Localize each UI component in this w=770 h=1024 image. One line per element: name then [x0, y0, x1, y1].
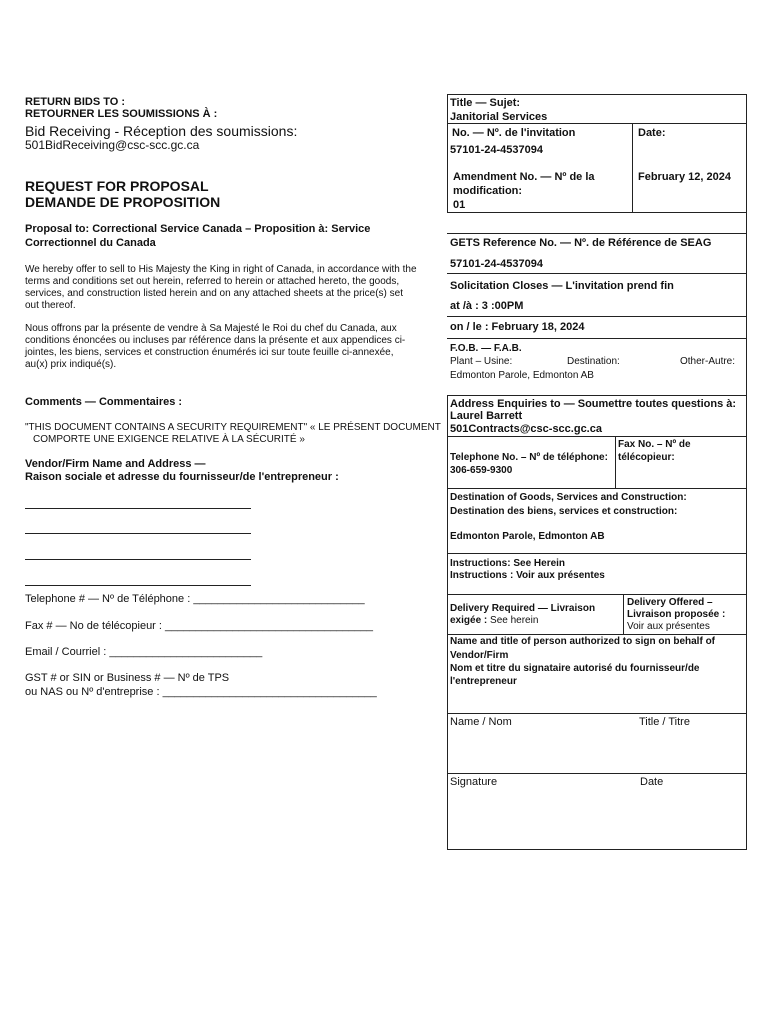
delivery-offered-label-1: Delivery Offered – [627, 597, 713, 608]
delivery-required-row [450, 615, 538, 627]
fob-destination: Destination: [567, 356, 620, 367]
return-bids-label-en: RETURN BIDS TO : [25, 96, 126, 108]
proposal-to-line-1: Proposal to: Correctional Service Canada – Proposition à: Service [25, 223, 371, 235]
offer-fr-line-4: au(x) prix indiqué(s). [25, 359, 117, 370]
bid-receiving-email[interactable]: 501BidReceiving@csc-scc.gc.ca [25, 138, 200, 152]
vendor-address-line[interactable] [25, 533, 251, 534]
phone-value: 306-659-9300 [450, 465, 513, 476]
delivery-offered-label-2: Livraison proposée : [627, 609, 726, 620]
closes-time: at /à : 3 :00PM [450, 300, 524, 312]
destination-label-en: Destination of Goods, Services and Construction: [450, 492, 687, 503]
offer-en-line-2: terms and conditions set out herein, referred to herein or attached hereto, the goods, [25, 276, 400, 287]
phone-label: Telephone No. – Nº de téléphone: [450, 452, 608, 463]
date-value: February 12, 2024 [638, 171, 731, 183]
rfp-title-en: REQUEST FOR PROPOSAL [25, 178, 209, 194]
email-field[interactable]: Email / Courriel : _________________________ [25, 646, 263, 658]
destination-label-fr: Destination des biens, services et construction: [450, 506, 678, 517]
instructions-en: Instructions: See Herein [450, 558, 566, 569]
comments-label: Comments — Commentaires : [25, 396, 183, 408]
bid-receiving-label: Bid Receiving - Réception des soumissions: [25, 123, 298, 139]
authorized-label-4: l'entrepreneur [450, 676, 517, 687]
fax-label-1: Fax No. – Nº de [618, 439, 691, 450]
enquiries-name: Laurel Barrett [450, 410, 523, 422]
title-field[interactable]: Title / Titre [639, 716, 690, 728]
date-label: Date: [638, 127, 666, 139]
vendor-address-line[interactable] [25, 508, 251, 509]
solicitation-no-label: No. — Nº. de l'invitation [452, 127, 576, 139]
solicitation-no-value: 57101-24-4537094 [450, 144, 543, 156]
offer-en-line-3: services, and construction listed herein and on any attached sheets at the price(s) set [25, 288, 403, 299]
fax-label-2: télécopieur: [618, 452, 675, 463]
gets-label: GETS Reference No. — Nº. de Référence de SEAG [450, 237, 712, 249]
proposal-to-line-2: Correctionnel du Canada [25, 237, 156, 249]
title-value: Janitorial Services [450, 111, 548, 123]
delivery-offered-value: Voir aux présentes [627, 621, 710, 632]
amendment-label-2: modification: [453, 185, 523, 197]
signature-date-field[interactable]: Date [640, 776, 664, 788]
authorized-label-3: Nom et titre du signataire autorisé du fournisseur/de [450, 663, 700, 674]
offer-en-line-1: We hereby offer to sell to His Majesty the King in right of Canada, in accordance with the [25, 264, 417, 275]
vendor-address-line[interactable] [25, 585, 251, 586]
authorized-label-2: Vendor/Firm [450, 650, 509, 661]
fob-value: Edmonton Parole, Edmonton AB [450, 370, 594, 381]
offer-fr-line-1: Nous offrons par la présente de vendre à Sa Majesté le Roi du chef du Canada, aux [25, 323, 397, 334]
offer-fr-line-3: jointes, les biens, services et construction énumérés ici sur toute feuille ci-annexée, [25, 347, 394, 358]
fax-field[interactable]: Fax # — No de télécopieur : __________________________________ [25, 620, 374, 632]
gets-value: 57101-24-4537094 [450, 258, 543, 270]
delivery-required-label-2: exigée : [450, 615, 488, 626]
signature-field[interactable]: Signature [450, 776, 498, 788]
delivery-required-label-1: Delivery Required — Livraison [450, 603, 596, 614]
destination-value: Edmonton Parole, Edmonton AB [450, 531, 605, 542]
telephone-field[interactable]: Telephone # — Nº de Téléphone : ____________________________ [25, 593, 365, 605]
gst-field[interactable]: ou NAS ou Nº d'entreprise : ___________________________________ [25, 686, 377, 698]
fob-plant: Plant – Usine: [450, 356, 513, 367]
name-field[interactable]: Name / Nom [450, 716, 512, 728]
amendment-value: 01 [453, 199, 466, 211]
enquiries-label: Address Enquiries to — Soumettre toutes questions à: [450, 398, 737, 410]
vendor-label-en: Vendor/Firm Name and Address — [25, 458, 206, 470]
closes-date: on / le : February 18, 2024 [450, 321, 585, 333]
enquiries-email[interactable]: 501Contracts@csc-scc.gc.ca [450, 423, 602, 435]
fob-label: F.O.B. — F.A.B. [450, 343, 522, 354]
offer-fr-line-2: conditions énoncées ou incluses par référence dans la présente et aux appendices ci- [25, 335, 406, 346]
fob-other: Other-Autre: [680, 356, 736, 367]
gst-label: GST # or SIN or Business # — Nº de TPS [25, 672, 230, 684]
title-label: Title — Sujet: [450, 97, 521, 109]
return-bids-label-fr: RETOURNER LES SOUMISSIONS À : [25, 108, 218, 120]
amendment-label-1: Amendment No. — Nº de la [453, 171, 595, 183]
offer-en-line-4: out thereof. [25, 300, 76, 311]
closes-label: Solicitation Closes — L'invitation prend fin [450, 280, 674, 292]
security-line-1: "THIS DOCUMENT CONTAINS A SECURITY REQUIREMENT" « LE PRÉSENT DOCUMENT [25, 422, 441, 433]
vendor-label-fr: Raison sociale et adresse du fournisseur/de l'entrepreneur : [25, 471, 339, 483]
vendor-address-line[interactable] [25, 559, 251, 560]
instructions-fr: Instructions : Voir aux présentes [450, 570, 605, 581]
delivery-required-value: See herein [490, 615, 539, 626]
rfp-title-fr: DEMANDE DE PROPOSITION [25, 194, 221, 210]
security-line-2: COMPORTE UNE EXIGENCE RELATIVE À LA SÉCURITÉ » [33, 434, 305, 445]
authorized-label-1: Name and title of person authorized to sign on behalf of [450, 636, 716, 647]
